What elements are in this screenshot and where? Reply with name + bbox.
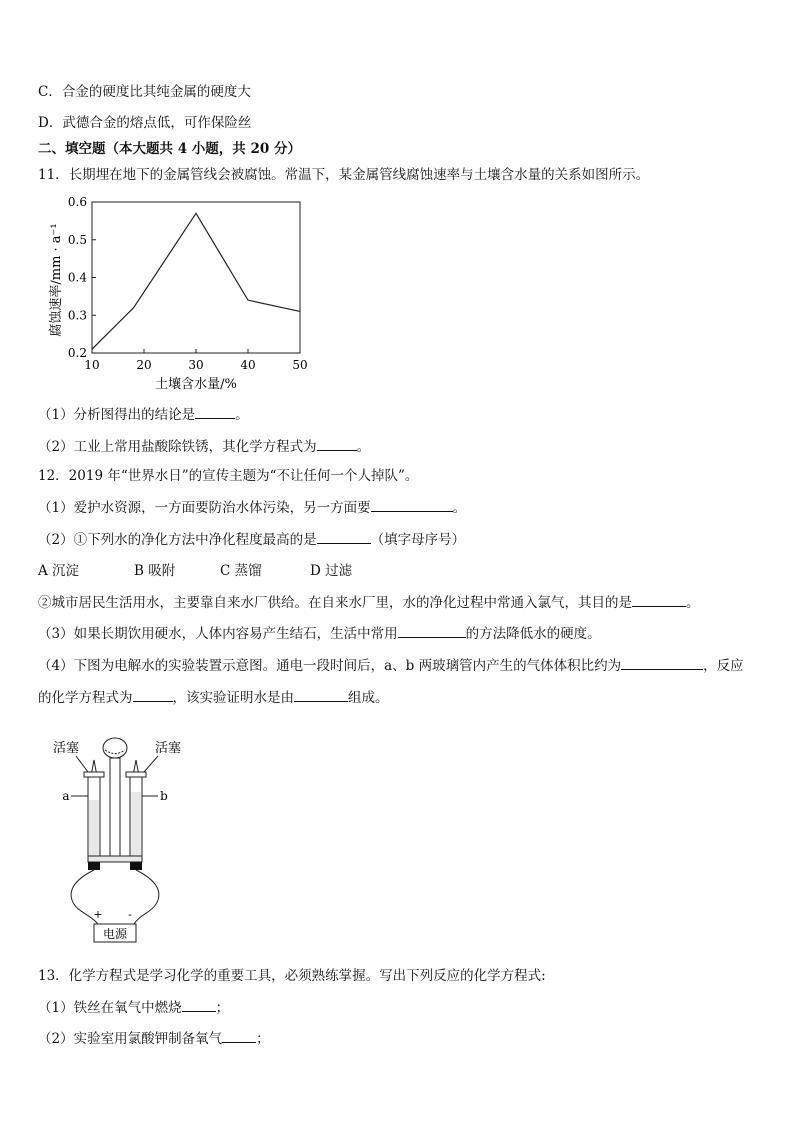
x-tick-label: 20 (136, 358, 152, 372)
option-c-distill: C 蒸馏 (220, 563, 262, 579)
q12-part2-sub2-text: ②城市居民生活用水，主要靠自来水厂供给。在自来水厂里，水的净化过程中常通入氯气，其目的是 (38, 595, 632, 611)
q11-part2-end: 。 (356, 439, 371, 455)
electrolysis-apparatus (38, 728, 198, 953)
y-tick-label: 0.2 (67, 346, 87, 360)
y-tick-label: 0.3 (67, 308, 87, 323)
q12-part1-end: 。 (452, 500, 467, 516)
x-tick-label: 30 (188, 358, 204, 372)
answer-blank[interactable] (222, 1028, 256, 1043)
power-label: 电源 (102, 927, 128, 941)
chart-xlabel: 土壤含水量/% (155, 377, 237, 392)
chart-frame (92, 202, 300, 353)
answer-blank[interactable] (195, 404, 235, 419)
q12-options (38, 561, 352, 581)
q11-part2 (38, 436, 370, 457)
right-electrode (130, 862, 142, 870)
answer-blank[interactable] (317, 436, 357, 451)
option-c: C．合金的硬度比其纯金属的硬度大 (38, 84, 251, 100)
answer-blank[interactable] (621, 655, 703, 670)
q12-part3-end: 的方法降低水的硬度。 (465, 626, 601, 642)
q11-part1 (38, 404, 249, 425)
q13-part1-end: ； (215, 1000, 230, 1016)
option-b: B 吸附 (134, 563, 176, 579)
q13-part2-text: （2）实验室用氯酸钾制备氧气 (38, 1031, 223, 1047)
q12-part1 (38, 497, 466, 518)
q12-part4-mid: ，反应 (703, 658, 744, 674)
answer-blank[interactable] (182, 997, 216, 1012)
q13-part2 (38, 1028, 270, 1049)
right-stopcock[interactable] (126, 772, 146, 777)
q12-part1-text: （1）爱护水资源，一方面要防治水体污染，另一方面要 (38, 500, 371, 516)
left-stopcock[interactable] (84, 772, 104, 777)
q12-part3-text: （3）如果长期饮用硬水，人体内容易产生结石，生活中常用 (38, 626, 398, 642)
right-tube-water (131, 792, 141, 862)
q12-part4-cont-text: 的化学方程式为 (38, 690, 133, 706)
q12-part4-cont-end: 组成。 (348, 690, 389, 706)
option-d: D．武德合金的熔点低，可作保险丝 (38, 115, 252, 131)
answer-blank[interactable] (317, 529, 371, 544)
q13-part1-text: （1）铁丝在氧气中燃烧 (38, 1000, 182, 1016)
question-11: 11．长期埋在地下的金属管线会被腐蚀。常温下，某金属管线腐蚀速率与土壤含水量的关系如图所示。 (38, 167, 650, 183)
label-b: b (160, 789, 168, 803)
q12-part2-hint: （填字母序号） (370, 532, 466, 548)
corrosion-rate-chart (38, 190, 328, 400)
x-tick-label: 50 (292, 358, 308, 372)
q12-part4-text: （4）下图为电解水的实验装置示意图。通电一段时间后，a、b 两玻璃管内产生的气体体积比约为 (38, 658, 622, 674)
option-d-filter: D 过滤 (310, 563, 353, 579)
section-heading: 二、填空题（本大题共 4 小题，共 20 分） (38, 141, 301, 157)
x-tick-label: 40 (240, 358, 256, 372)
q12-part4-cont (38, 687, 389, 708)
q12-part3 (38, 623, 601, 644)
chart-series-line (92, 213, 300, 349)
left-stopcock-label: 活塞 (52, 741, 80, 756)
q12-part4 (38, 655, 744, 676)
y-tick-label: 0.4 (67, 270, 87, 285)
chart-ylabel: 腐蚀速率/mm · a⁻¹ (49, 223, 64, 337)
q11-part2-text: （2）工业上常用盐酸除铁锈，其化学方程式为 (38, 439, 317, 455)
answer-blank[interactable] (294, 687, 348, 702)
question-12: 12．2019 年“世界水日”的宣传主题为“不让任何一个人掉队”。 (38, 468, 419, 484)
reservoir-bulb (103, 738, 127, 758)
left-tube-water (89, 800, 99, 862)
q11-part1-end: 。 (235, 407, 249, 423)
q13-part2-end: ； (256, 1031, 270, 1047)
q13-part1 (38, 997, 229, 1018)
middle-tube (110, 758, 120, 858)
question-13: 13．化学方程式是学习化学的重要工具，必须熟练掌握。写出下列反应的化学方程式: (38, 968, 546, 984)
right-stopcock-label: 活塞 (154, 741, 182, 756)
q12-part2-text: （2）①下列水的净化方法中净化程度最高的是 (38, 532, 317, 548)
answer-blank[interactable] (133, 687, 173, 702)
q12-part2 (38, 529, 465, 550)
answer-blank[interactable] (398, 623, 466, 638)
right-wire (134, 870, 159, 924)
minus-sign: - (128, 908, 132, 921)
x-tick-label: 10 (84, 358, 100, 372)
q11-part1-text: （1）分析图得出的结论是 (38, 407, 196, 423)
q12-part2-sub2 (38, 592, 700, 613)
y-tick-label: 0.6 (67, 195, 87, 209)
left-electrode (88, 862, 100, 870)
right-stopcock-pointer (144, 756, 158, 772)
y-tick-label: 0.5 (67, 232, 87, 247)
plus-sign: + (93, 908, 103, 921)
label-a: a (62, 789, 70, 803)
answer-blank[interactable] (371, 497, 453, 512)
left-stopcock-pointer (76, 756, 88, 772)
option-a: A 沉淀 (38, 563, 80, 579)
answer-blank[interactable] (632, 592, 686, 607)
bottom-connector (88, 856, 142, 862)
q12-part2-sub2-end: 。 (686, 595, 700, 611)
q12-part4-cont-mid: ，该实验证明水是由 (172, 690, 294, 706)
